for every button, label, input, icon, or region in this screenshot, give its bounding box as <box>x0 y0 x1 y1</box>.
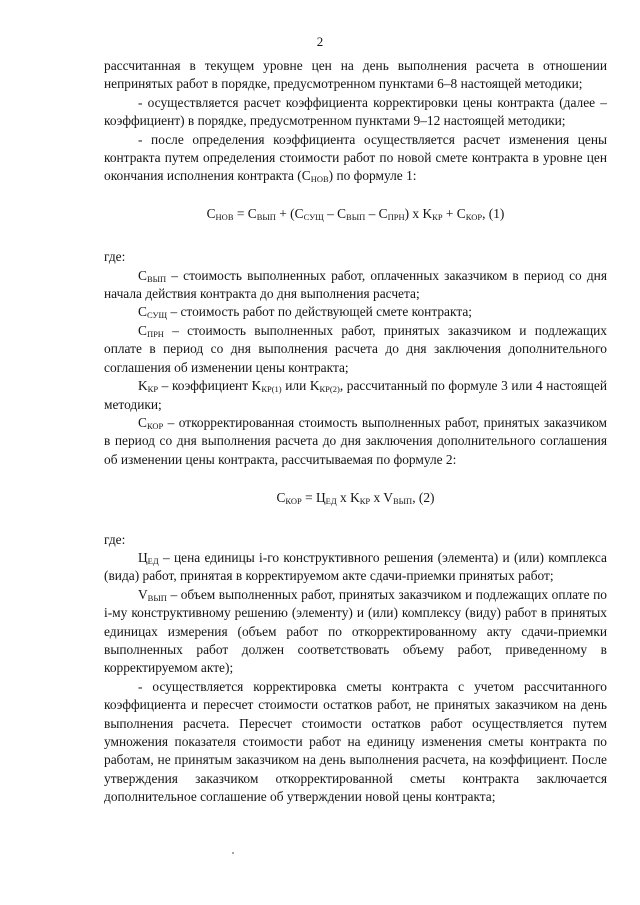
paragraph-3-text: - после определения коэффициента осуществляется расчет изменения цены контракта путем определения стоимости работ по новой смете контракта в уровне цен окончания исполнения контракта (C <box>104 131 607 184</box>
definition-k-kr <box>104 377 607 414</box>
paragraph-1: рассчитанная в текущем уровне цен на день выполнения расчета в отношении непринятых работ в порядке, предусмотренном пунктами 6–8 настоящей методики; <box>104 58 607 92</box>
page-number: 2 <box>316 34 324 49</box>
def-v-text: – объем выполненных работ, принятых заказчиком и подлежащих оплате по i-му конструктивному решению (элементу) и (или) комплексу (виду) работ в принятых единицах измерения (объем работ по откорректированному акту сдачи-приемки выполненных работ должен соответствовать объему работ, приведенному в корректируемом акте); <box>104 586 607 676</box>
paragraph-3-tail: ) по формуле 1: <box>328 168 417 184</box>
where-label-2: где: <box>104 531 126 547</box>
def-ed-sub: ЕД <box>147 555 159 566</box>
definition-c-prn <box>104 322 607 377</box>
def-kor-sym: C <box>138 414 147 430</box>
def-sushch-sym: C <box>138 304 147 320</box>
f2-sub-kor: КОР <box>285 496 302 507</box>
f2-eq: = Ц <box>301 490 326 506</box>
def-v-sub: ВЫП <box>147 592 167 603</box>
def-ed-sym: Ц <box>138 549 148 565</box>
f1-close: ) x K <box>404 205 433 221</box>
definition-c-vyp <box>104 267 607 304</box>
definition-c-sushch <box>104 303 607 321</box>
paragraph-3-sub: НОВ <box>310 174 329 185</box>
f1-plus2: + C <box>442 205 466 221</box>
f2-number: , (2) <box>412 490 435 506</box>
def-v-sym: V <box>138 586 148 602</box>
f2-sub-ed: ЕД <box>325 496 337 507</box>
f1-sub-vyp: ВЫП <box>256 211 276 222</box>
def-kr-t2: или K <box>281 378 320 394</box>
f1-sub-sushch: СУЩ <box>303 211 324 222</box>
f1-sub-kor: КОР <box>465 211 483 222</box>
f1-eq: = C <box>233 205 257 221</box>
def-prn-sym: C <box>138 322 147 338</box>
f1-sub-kr: КР <box>432 211 443 222</box>
def-vyp-sub: ВЫП <box>146 273 167 284</box>
paragraph-3 <box>104 131 607 186</box>
formula-2 <box>104 489 607 507</box>
f1-c: C <box>206 205 216 221</box>
def-kor-sub: КОР <box>146 420 164 431</box>
def-vyp-sym: C <box>138 267 147 283</box>
formula-1 <box>104 205 607 223</box>
def-sushch-text: – стоимость работ по действующей смете контракта; <box>167 304 472 320</box>
def-kr-sub2: КР(2) <box>319 384 340 395</box>
f1-number: , (1) <box>482 205 505 221</box>
f2-x1: x K <box>336 490 360 506</box>
paragraph-last: - осуществляется корректировка сметы контракта с учетом рассчитанного коэффициента и пересчет стоимости остатков работ, не принятых заказчиком на день выполнения расчета. Пересчет стоимости остатков работ осуществляется путем умножения показателя стоимости работ на единицу изменения сметы контракта по работам, не принятым заказчиком на день выполнения расчета, на коэффициент. После утверждения заказчиком откорректированной сметы контракта заключается дополнительное соглашение об утверждении новой цены контракта; <box>104 678 607 805</box>
f1-minus1: – C <box>323 205 347 221</box>
scan-speck <box>232 852 234 854</box>
f1-plus1: + (C <box>275 205 304 221</box>
document-body <box>104 57 607 807</box>
f2-sub-vyp: ВЫП <box>392 496 413 507</box>
f2-sub-kr: КР <box>359 496 371 507</box>
definition-v-vyp <box>104 586 607 678</box>
definition-ts-ed <box>104 549 607 586</box>
def-kr-sub: КР <box>147 384 159 395</box>
def-kr-t1: – коэффициент K <box>158 378 262 394</box>
paragraph-2: - осуществляется расчет коэффициента корректировки цены контракта (далее – коэффициент) в порядке, предусмотренном пунктами 9–12 настоящей методики; <box>104 94 607 129</box>
f1-sub-prn: ПРН <box>387 211 405 222</box>
f2-x2: x V <box>370 490 393 506</box>
def-vyp-text: – стоимость выполненных работ, оплаченных заказчиком в период со дня начала действия контракта до дня выполнения расчета; <box>104 267 607 302</box>
f1-minus2: – C <box>365 205 388 221</box>
def-kr-sym: K <box>138 378 148 394</box>
f1-sub-nov: НОВ <box>215 211 234 222</box>
def-kor-text: – откорректированная стоимость выполненных работ, принятых заказчиком в период со дня выполнения расчета до дня заключения дополнительного соглашения об изменении цены контракта, рассчитываемая по формуле 2: <box>104 414 607 467</box>
definition-c-kor <box>104 414 607 469</box>
def-prn-sub: ПРН <box>146 328 164 339</box>
def-ed-text: – цена единицы i-го конструктивного решения (элемента) и (или) комплекса (вида) работ, принятая в корректируемом акте сдачи-приемки принятых работ; <box>104 549 607 584</box>
f2-c: C <box>276 490 286 506</box>
def-sushch-sub: СУЩ <box>146 310 168 321</box>
def-kr-sub1: КР(1) <box>261 384 282 395</box>
where-label-1: где: <box>104 249 126 265</box>
f1-sub-vyp2: ВЫП <box>346 211 366 222</box>
def-prn-text: – стоимость выполненных работ, принятых заказчиком и подлежащих оплате в период со дня выполнения расчета до дня заключения дополнительного соглашения об изменении цены контракта; <box>104 322 607 375</box>
def-kr-t3: , рассчитанный по формуле 3 или 4 настоящей методики; <box>104 378 607 412</box>
